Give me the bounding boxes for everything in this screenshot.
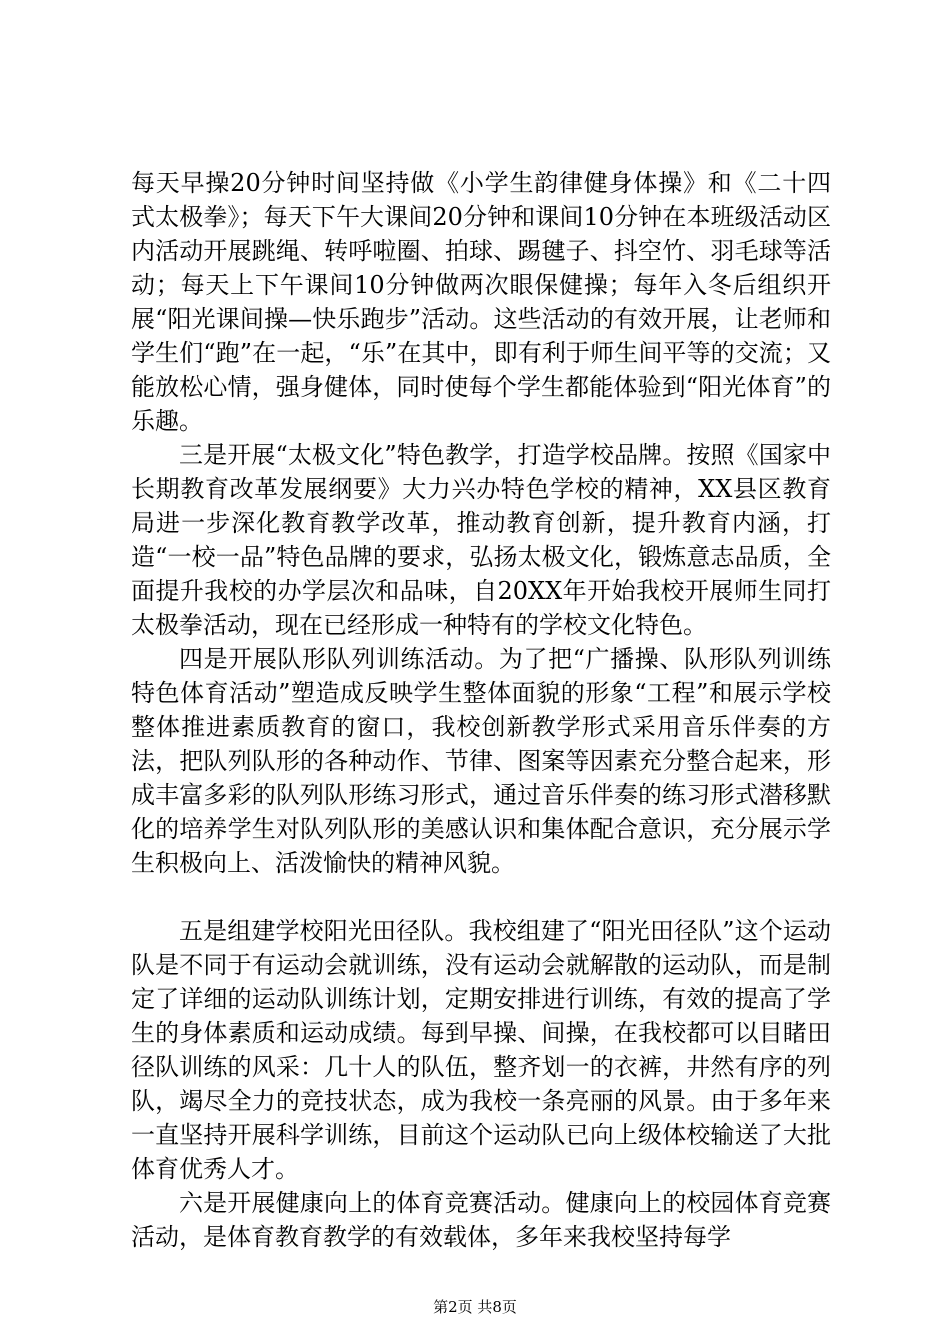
document-body xyxy=(131,166,831,1254)
page-footer: 第2页 共8页 xyxy=(433,1298,517,1316)
paragraph-sports-competition: 六是开展健康向上的体育竞赛活动。健康向上的校园体育竞赛活动，是体育教育教学的有效载体，多年来我校坚持每学 xyxy=(131,1189,831,1251)
paragraph-taiji-culture: 三是开展“太极文化”特色教学，打造学校品牌。按照《国家中长期教育改革发展纲要》大力兴办特色学校的精神，XX县区教育局进一步深化教育教学改革，推动教育创新，提升教育内涵，打造“一校一品”特色品牌的要求，弘扬太极文化，锻炼意志品质，全面提升我校的办学层次和品味，自20XX年开始我校开展师生同打太极拳活动，现在已经形成一种特有的学校文化特色。 xyxy=(131,441,831,639)
paragraph-continued-activities: 每天早操20分钟时间坚持做《小学生韵律健身体操》和《二十四式太极拳》；每天下午大课间20分钟和课间10分钟在本班级活动区内活动开展跳绳、转呼啦圈、拍球、踢毽子、抖空竹、羽毛球等活动；每天上下午课间10分钟做两次眼保健操；每年入冬后组织开展“阳光课间操—快乐跑步”活动。这些活动的有效开展，让老师和学生们“跑”在一起，“乐”在其中，即有利于师生间平等的交流；又能放松心情，强身健体，同时使每个学生都能体验到“阳光体育”的乐趣。 xyxy=(131,169,831,435)
paragraph-formation-training: 四是开展队形队列训练活动。为了把“广播操、队形队列训练特色体育活动”塑造成反映学生整体面貌的形象“工程”和展示学校整体推进素质教育的窗口，我校创新教学形式采用音乐伴奏的方法，把队列队形的各种动作、节律、图案等因素充分整合起来，形成丰富多彩的队列队形练习形式，通过音乐伴奏的练习形式潜移默化的培养学生对队列队形的美感认识和集体配合意识，充分展示学生积极向上、活泼愉快的精神风貌。 xyxy=(131,645,831,877)
paragraph-spacer xyxy=(131,880,831,914)
paragraph-track-team: 五是组建学校阳光田径队。我校组建了“阳光田径队”这个运动队是不同于有运动会就训练，没有运动会就解散的运动队，而是制定了详细的运动队训练计划，定期安排进行训练，有效的提高了学生的身体素质和运动成绩。每到早操、间操，在我校都可以目睹田径队训练的风采：几十人的队伍，整齐划一的衣裤，井然有序的列队，竭尽全力的竞技状态，成为我校一条亮丽的风景。由于多年来一直坚持开展科学训练，目前这个运动队已向上级体校输送了大批体育优秀人才。 xyxy=(131,917,831,1183)
